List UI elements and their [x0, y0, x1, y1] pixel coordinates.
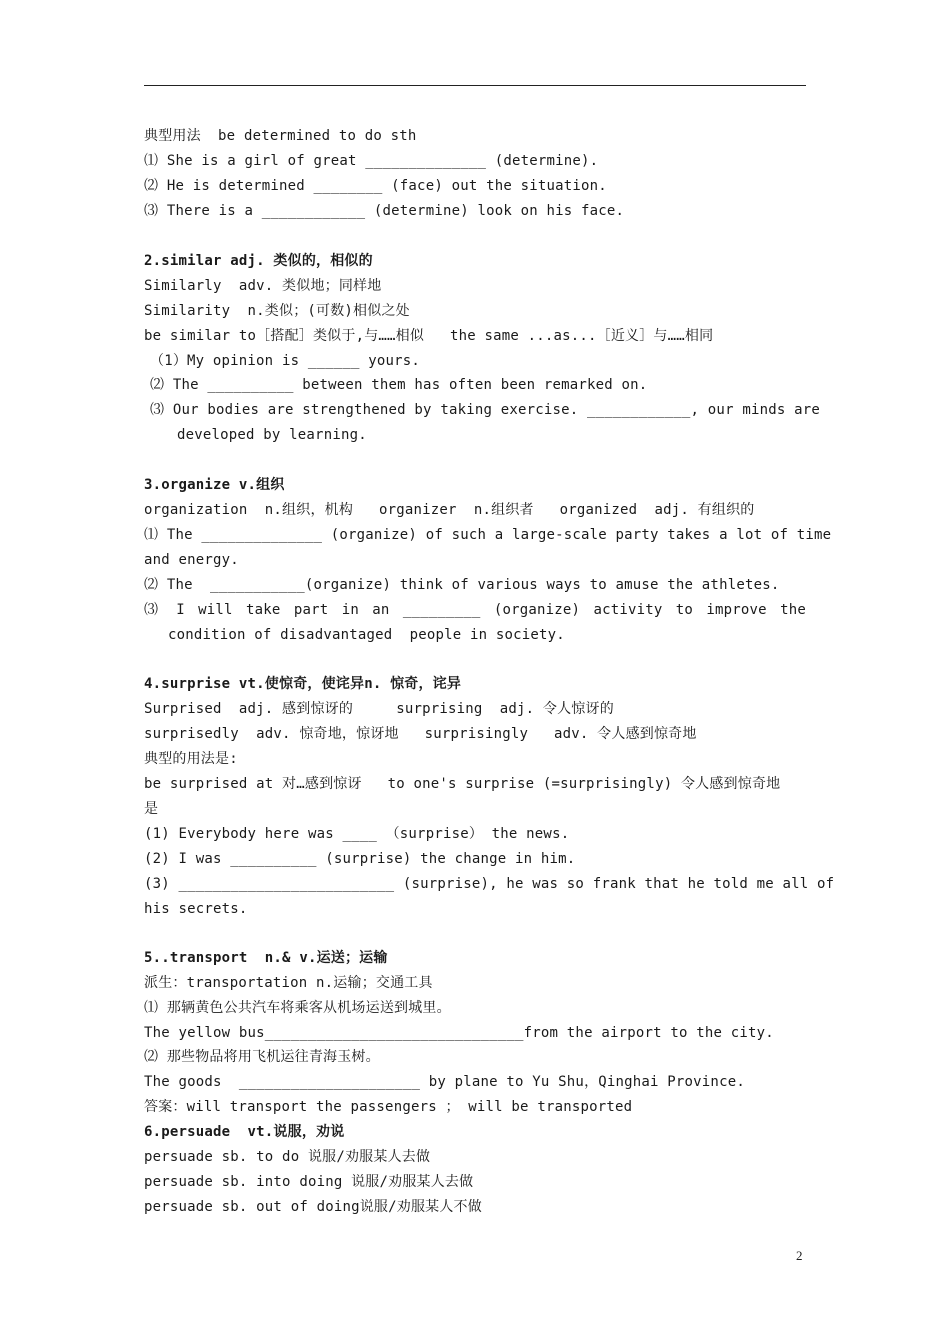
usage-heading: 典型用法 be determined to do sth: [144, 128, 417, 144]
exercise-item: ⑶ There is a ____________ (determine) look on his face.: [144, 203, 625, 219]
usage-heading: 典型的用法是:: [144, 751, 238, 767]
section-heading-similar: 2.similar adj. 类似的，相似的: [144, 253, 373, 269]
derivative-line: 派生：transportation n.运输；交通工具: [144, 975, 433, 991]
exercise-continuation: and energy.: [144, 552, 239, 568]
exercise-item: (3) _________________________ (surprise), he was so frank that he told me all of: [144, 876, 835, 892]
section-heading-transport: 5..transport n.& v.运送；运输: [144, 950, 388, 966]
collocation-line: persuade sb. into doing 说服/劝服某人去做: [144, 1174, 474, 1190]
translation-exercise: The yellow bus______________________________from the airport to the city.: [144, 1025, 774, 1041]
collocation-continuation: 是: [144, 801, 159, 817]
section-heading-persuade: 6.persuade vt.说服，劝说: [144, 1124, 345, 1140]
derivative-line: surprisedly adv. 惊奇地，惊讶地 surprisingly adv. 令人感到惊奇地: [144, 726, 697, 742]
exercise-item: ⑵ He is determined ________ (face) out the situation.: [144, 178, 607, 194]
page-number: 2: [796, 1248, 803, 1263]
derivative-line: Surprised adj. 感到惊讶的 surprising adj. 令人惊讶的: [144, 701, 614, 717]
derivative-line: Similarly adv. 类似地；同样地: [144, 278, 382, 294]
collocation-line: be surprised at 对…感到惊讶 to one's surprise (=surprisingly) 令人感到惊奇地: [144, 776, 781, 792]
collocation-line: persuade sb. out of doing说服/劝服某人不做: [144, 1199, 482, 1215]
exercise-continuation: his secrets.: [144, 901, 248, 917]
collocation-line: persuade sb. to do 说服/劝服某人去做: [144, 1149, 431, 1165]
exercise-item: (2) I was __________ (surprise) the change in him.: [144, 851, 576, 867]
exercise-item: ⑵ The ___________(organize) think of various ways to amuse the athletes.: [144, 577, 780, 593]
exercise-continuation: condition of disadvantaged people in society.: [168, 627, 565, 643]
exercise-item: ⑶ I will take part in an _________ (organize) activity to improve the: [144, 602, 806, 618]
translation-exercise: The goods _____________________ by plane to Yu Shu，Qinghai Province.: [144, 1074, 745, 1090]
exercise-item: （1）My opinion is ______ yours.: [150, 353, 421, 369]
exercise-item: ⑵ The __________ between them has often been remarked on.: [150, 377, 648, 393]
derivative-line: organization n.组织，机构 organizer n.组织者 organized adj. 有组织的: [144, 502, 755, 518]
exercise-item: (1) Everybody here was ____ （surprise） the news.: [144, 826, 570, 842]
translation-prompt: ⑵ 那些物品将用飞机运往青海玉树。: [144, 1049, 380, 1065]
section-heading-organize: 3.organize v.组织: [144, 477, 285, 493]
translation-prompt: ⑴ 那辆黄色公共汽车将乘客从机场运送到城里。: [144, 1000, 451, 1016]
exercise-item: ⑶ Our bodies are strengthened by taking exercise. ____________, our minds are: [150, 402, 820, 418]
exercise-item: ⑴ The ______________ (organize) of such a large-scale party takes a lot of time: [144, 527, 832, 543]
answer-line: 答案：will transport the passengers ； will be transported: [144, 1099, 633, 1115]
section-heading-surprise: 4.surprise vt.使惊奇，使诧异n. 惊奇，诧异: [144, 676, 462, 692]
exercise-continuation: developed by learning.: [177, 427, 367, 443]
collocation-line: be similar to［搭配］类似于,与……相似 the same ...as...［近义］与……相同: [144, 328, 714, 344]
exercise-item: ⑴ She is a girl of great ______________ (determine).: [144, 153, 599, 169]
derivative-line: Similarity n.类似；(可数)相似之处: [144, 303, 410, 319]
header-rule: [144, 85, 806, 86]
